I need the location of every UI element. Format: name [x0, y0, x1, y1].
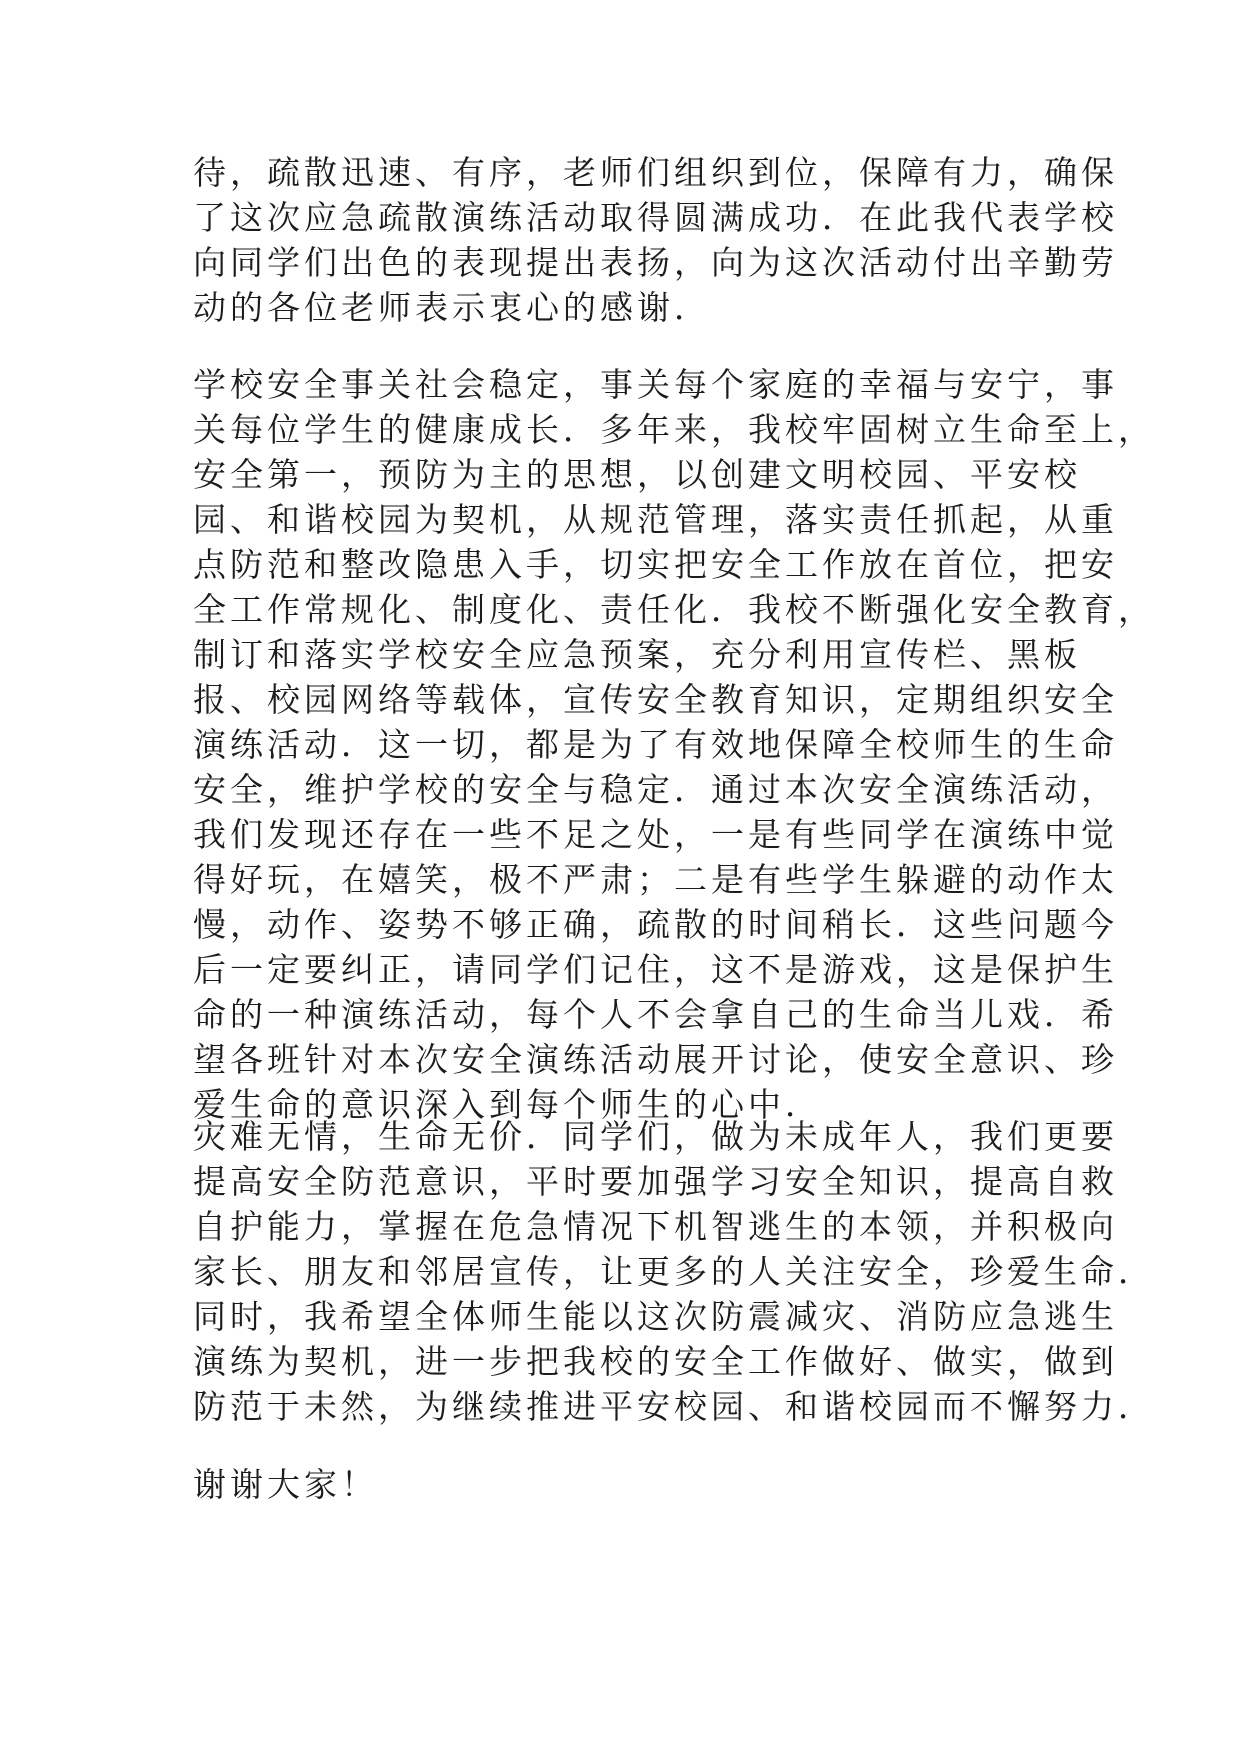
text-line: 爱生命的意识深入到每个师生的心中．: [193, 1085, 822, 1124]
text-line: 全工作常规化、制度化、责任化．我校不断强化安全教育，: [193, 590, 1155, 629]
text-line: 安全第一，预防为主的思想，以创建文明校园、平安校: [193, 455, 1081, 494]
paragraph-school-safety: [193, 362, 1155, 1127]
text-line: 提高安全防范意识，平时要加强学习安全知识，提高自救: [193, 1162, 1118, 1201]
text-line: 慢，动作、姿势不够正确，疏散的时间稍长．这些问题今: [193, 905, 1118, 944]
text-line: 报、校园网络等载体，宣传安全教育知识，定期组织安全: [193, 680, 1118, 719]
text-line: 安全，维护学校的安全与稳定．通过本次安全演练活动，: [193, 770, 1118, 809]
text-line: 同时，我希望全体师生能以这次防震减灾、消防应急逃生: [193, 1297, 1118, 1336]
text-line: 灾难无情，生命无价．同学们，做为未成年人，我们更要: [193, 1117, 1118, 1156]
text-line: 望各班针对本次安全演练活动展开讨论，使安全意识、珍: [193, 1040, 1118, 1079]
text-line: 命的一种演练活动，每个人不会拿自己的生命当儿戏．希: [193, 995, 1118, 1034]
text-line: 后一定要纠正，请同学们记住，这不是游戏，这是保护生: [193, 950, 1118, 989]
text-line: 点防范和整改隐患入手，切实把安全工作放在首位，把安: [193, 545, 1118, 584]
closing-line: 谢谢大家！: [193, 1465, 378, 1504]
text-line: 防范于未然，为继续推进平安校园、和谐校园而不懈努力．: [193, 1387, 1155, 1426]
text-line: 园、和谐校园为契机，从规范管理，落实责任抓起，从重: [193, 500, 1118, 539]
text-line: 演练为契机，进一步把我校的安全工作做好、做实，做到: [193, 1342, 1118, 1381]
text-line: 制订和落实学校安全应急预案，充分利用宣传栏、黑板: [193, 635, 1081, 674]
text-line: 家长、朋友和邻居宣传，让更多的人关注安全，珍爱生命．: [193, 1252, 1155, 1291]
text-line: 向同学们出色的表现提出表扬，向为这次活动付出辛勤劳: [193, 243, 1118, 282]
text-line: 我们发现还存在一些不足之处，一是有些同学在演练中觉: [193, 815, 1118, 854]
text-line: 演练活动．这一切，都是为了有效地保障全校师生的生命: [193, 725, 1118, 764]
text-line: 自护能力，掌握在危急情况下机智逃生的本领，并积极向: [193, 1207, 1118, 1246]
text-line: 学校安全事关社会稳定，事关每个家庭的幸福与安宁，事: [193, 365, 1118, 404]
text-line: 待，疏散迅速、有序，老师们组织到位，保障有力，确保: [193, 153, 1118, 192]
text-line: 得好玩，在嬉笑，极不严肃；二是有些学生躲避的动作太: [193, 860, 1118, 899]
text-line: 了这次应急疏散演练活动取得圆满成功．在此我代表学校: [193, 198, 1118, 237]
text-line: 关每位学生的健康成长．多年来，我校牢固树立生命至上，: [193, 410, 1155, 449]
paragraph-closing: [193, 1462, 1073, 1507]
paragraph-thanks-for-drill: [193, 150, 1118, 330]
paragraph-disaster-awareness: [193, 1114, 1155, 1429]
text-line: 动的各位老师表示衷心的感谢．: [193, 288, 711, 327]
